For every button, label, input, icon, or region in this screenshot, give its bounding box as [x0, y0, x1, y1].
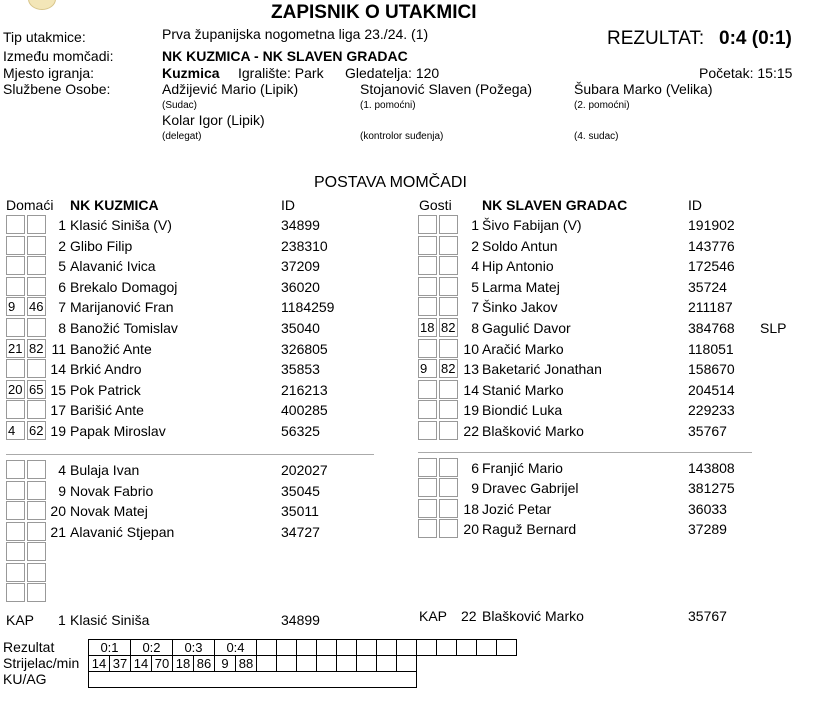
box-min: 82: [439, 318, 458, 337]
player-name: Šivo Fabijan (V): [482, 217, 582, 233]
score-cell: 0:4: [215, 640, 257, 656]
player-name: Banožić Ante: [70, 340, 152, 357]
score-cell: [297, 640, 317, 656]
scorer-cell: [397, 656, 417, 672]
pocetak: Početak: 15:15: [699, 65, 793, 81]
box-in: [418, 236, 437, 255]
player-id: 118051: [688, 340, 734, 357]
player-name: Larma Matej: [482, 278, 560, 295]
kuag-cell: [89, 672, 417, 688]
player-number: 21: [50, 523, 66, 540]
player-name: Aračić Marko: [482, 340, 564, 357]
box-in: [6, 277, 25, 296]
official-name: Stojanović Slaven (Požega): [360, 81, 532, 97]
player-number: 4: [471, 258, 479, 275]
rezultat-row-label: Rezultat: [3, 639, 55, 655]
box-in: [418, 339, 437, 358]
player-id: 56325: [281, 423, 320, 439]
away-kap-number: 22: [461, 608, 477, 624]
home-kap-number: 1: [58, 612, 66, 628]
box-min: [439, 339, 458, 358]
scorer-cell: [317, 656, 337, 672]
box-in: [418, 421, 437, 440]
box-in: [6, 256, 25, 275]
box-min: [27, 318, 46, 337]
player-name: Stanić Marko: [482, 381, 564, 398]
box-min: [439, 277, 458, 296]
box-in: [6, 318, 25, 337]
box-min: 65: [27, 380, 46, 399]
box-min: [439, 519, 458, 538]
box-min: 82: [439, 359, 458, 378]
scorer-cell: 9: [215, 656, 236, 672]
player-number: 9: [471, 480, 479, 497]
player-name: Brkić Andro: [70, 361, 142, 378]
player-name: Papak Miroslav: [70, 423, 166, 439]
player-number: 11: [51, 340, 66, 357]
box-min: [27, 460, 46, 479]
box-in: [6, 501, 25, 520]
score-cell: [417, 640, 437, 656]
away-kap-name: Blašković Marko: [482, 608, 584, 624]
home-side-label: Domaći: [6, 197, 54, 213]
box-in: [6, 481, 25, 500]
score-cell: [357, 640, 377, 656]
box-min: [439, 400, 458, 419]
player-name: Klasić Siniša (V): [70, 217, 172, 233]
home-divider: [6, 454, 374, 455]
player-number: 7: [58, 299, 66, 316]
box-min: [27, 501, 46, 520]
tip-value: Prva županijska nogometna liga 23./24. (1): [162, 26, 429, 42]
home-kap-id: 34899: [281, 612, 320, 628]
player-id: 35767: [688, 423, 727, 439]
box-in: [418, 380, 437, 399]
box-min: 46: [27, 297, 46, 316]
player-id: 36033: [688, 500, 727, 517]
score-cell: [477, 640, 497, 656]
player-id: 211187: [688, 299, 733, 316]
away-kap-label: KAP: [419, 608, 448, 624]
player-id: 37209: [281, 258, 320, 275]
box-in: [6, 542, 25, 561]
gledatelja: Gledatelja: 120: [345, 65, 440, 81]
home-team-name: NK KUZMICA: [70, 197, 159, 213]
igraliste: Igralište: Park: [238, 65, 324, 81]
box-min: [27, 522, 46, 541]
player-name: Blašković Marko: [482, 423, 584, 439]
box-min: [27, 359, 46, 378]
player-id: 202027: [281, 462, 328, 478]
box-in: 21: [6, 339, 25, 358]
player-name: Soldo Antun: [482, 237, 558, 254]
score-cell: [397, 640, 417, 656]
player-number: 4: [58, 462, 66, 478]
player-number: 9: [58, 482, 66, 499]
away-side-label: Gosti: [419, 197, 452, 213]
box-in: [418, 478, 437, 497]
score-cell: [277, 640, 297, 656]
box-in: 9: [6, 297, 25, 316]
box-in: [6, 583, 25, 602]
official-role: (delegat): [162, 131, 202, 142]
player-number: 5: [58, 258, 66, 275]
player-name: Šinko Jakov: [482, 299, 558, 316]
box-min: [27, 256, 46, 275]
box-min: [439, 499, 458, 518]
official-role: (kontrolor suđenja): [360, 131, 444, 142]
box-in: [418, 256, 437, 275]
player-number: 2: [58, 237, 66, 254]
izmedu-label: Između momčadi:: [3, 48, 114, 64]
box-in: 18: [418, 318, 437, 337]
home-kap-name: Klasić Siniša: [70, 612, 150, 628]
player-id: 172546: [688, 258, 735, 275]
player-number: 18: [463, 500, 479, 517]
player-id: 35724: [688, 278, 727, 295]
official-name: Adžijević Mario (Lipik): [162, 81, 299, 97]
player-name: Pok Patrick: [70, 381, 141, 398]
official-role: (Sudac): [162, 100, 198, 111]
scorer-cell: [297, 656, 317, 672]
player-number: 17: [50, 402, 66, 419]
score-cell: [497, 640, 517, 656]
scorer-cell: 14: [131, 656, 152, 672]
player-name: Novak Matej: [70, 503, 148, 519]
player-name: Jozić Petar: [482, 500, 552, 517]
box-in: [418, 519, 437, 538]
box-min: [27, 277, 46, 296]
scorer-cell: [277, 656, 297, 672]
player-id: 229233: [688, 402, 735, 419]
player-name: Marijanović Fran: [70, 299, 174, 316]
player-number: 22: [463, 423, 479, 439]
kuag-row-label: KU/AG: [3, 671, 47, 687]
strijelac-row-label: Strijelac/min: [3, 655, 80, 671]
player-number: 8: [471, 320, 479, 336]
player-id: 216213: [281, 381, 328, 398]
player-id: 326805: [281, 340, 328, 357]
player-id: 238310: [281, 237, 328, 254]
player-name: Hip Antonio: [482, 258, 554, 275]
box-min: [439, 478, 458, 497]
player-id: 35045: [281, 482, 320, 499]
scorer-cell: 14: [89, 656, 110, 672]
player-number: 6: [58, 278, 66, 295]
player-name: Banožić Tomislav: [70, 320, 178, 336]
player-id: 143776: [688, 237, 735, 254]
box-in: [418, 499, 437, 518]
player-id: 381275: [688, 480, 735, 497]
player-name: Alavanić Stjepan: [70, 523, 175, 540]
home-id-label: ID: [281, 197, 295, 213]
score-cell: 0:1: [89, 640, 131, 656]
scorer-cell: 88: [236, 656, 257, 672]
scorer-cell: [337, 656, 357, 672]
player-name: Bulaja Ivan: [70, 462, 140, 478]
player-number: 15: [50, 381, 66, 398]
player-id: 158670: [688, 361, 735, 378]
score-cell: [317, 640, 337, 656]
player-name: Alavanić Ivica: [70, 258, 156, 275]
player-number: 7: [471, 299, 479, 316]
player-name: Franjić Mario: [482, 460, 563, 476]
official-name: Šubara Marko (Velika): [574, 81, 713, 97]
player-name: Baketarić Jonathan: [482, 361, 602, 378]
player-number: 1: [471, 217, 479, 233]
mjesto-label: Mjesto igranja:: [3, 65, 95, 81]
postava-title: POSTAVA MOMČADI: [314, 174, 467, 191]
score-cell: [377, 640, 397, 656]
score-cell: 0:3: [173, 640, 215, 656]
away-divider: [418, 452, 752, 453]
mjesto-place: Kuzmica: [162, 65, 220, 81]
home-kap-label: KAP: [6, 612, 35, 628]
player-id: 191902: [688, 217, 735, 233]
box-in: [6, 359, 25, 378]
away-kap-id: 35767: [688, 608, 727, 624]
scorer-cell: [357, 656, 377, 672]
box-in: [418, 277, 437, 296]
player-id: 37289: [688, 520, 727, 537]
box-min: [27, 563, 46, 582]
box-min: [27, 236, 46, 255]
player-number: 19: [50, 423, 66, 439]
player-number: 2: [471, 237, 479, 254]
player-name: Raguž Bernard: [482, 520, 577, 537]
box-in: [418, 297, 437, 316]
player-number: 10: [463, 340, 479, 357]
score-cell: [457, 640, 477, 656]
box-min: [27, 481, 46, 500]
player-number: 20: [463, 520, 479, 537]
player-number: 14: [50, 361, 66, 378]
sluzbene-label: Službene Osobe:: [3, 81, 111, 97]
box-min: 62: [27, 421, 46, 440]
player-name: Gagulić Davor: [482, 320, 571, 336]
scorer-cell: [377, 656, 397, 672]
box-min: [439, 215, 458, 234]
izmedu-value: NK KUZMICA - NK SLAVEN GRADAC: [162, 48, 408, 64]
scorer-cell: 37: [110, 656, 131, 672]
player-name: Glibo Filip: [70, 237, 133, 254]
player-id: 204514: [688, 381, 735, 398]
scorer-cell: 70: [152, 656, 173, 672]
player-id: 36020: [281, 278, 320, 295]
box-in: [6, 400, 25, 419]
box-min: [27, 400, 46, 419]
box-min: [439, 256, 458, 275]
player-id: 35040: [281, 320, 320, 336]
player-id: 35853: [281, 361, 320, 378]
player-name: Novak Fabrio: [70, 482, 154, 499]
player-id: 400285: [281, 402, 328, 419]
box-in: [6, 460, 25, 479]
box-min: [27, 583, 46, 602]
tip-label: Tip utakmice:: [3, 29, 86, 45]
box-in: [418, 400, 437, 419]
player-name: Barišić Ante: [70, 402, 144, 419]
player-name: Dravec Gabrijel: [482, 480, 579, 497]
scorer-cell: [257, 656, 277, 672]
box-min: [27, 215, 46, 234]
player-number: 1: [58, 217, 66, 233]
box-in: [418, 458, 437, 477]
player-id: 384768: [688, 320, 735, 336]
box-min: [439, 236, 458, 255]
player-number: 14: [463, 381, 479, 398]
score-cell: 0:2: [131, 640, 173, 656]
player-number: 19: [463, 402, 479, 419]
box-min: [439, 458, 458, 477]
official-name: Kolar Igor (Lipik): [162, 112, 265, 128]
box-in: [418, 215, 437, 234]
player-id: 34899: [281, 217, 320, 233]
box-in: 4: [6, 421, 25, 440]
player-number: 6: [471, 460, 479, 476]
player-id: 34727: [281, 523, 320, 540]
player-note: SLP: [760, 320, 787, 336]
score-cell: [337, 640, 357, 656]
score-cell: [437, 640, 457, 656]
player-number: 5: [471, 278, 479, 295]
scorer-cell: 86: [194, 656, 215, 672]
page-title: ZAPISNIK O UTAKMICI: [271, 2, 477, 23]
player-number: 8: [58, 320, 66, 336]
box-in: 9: [418, 359, 437, 378]
box-in: [6, 522, 25, 541]
rezultat-value: 0:4 (0:1): [719, 28, 792, 49]
scorer-cell: 18: [173, 656, 194, 672]
box-min: [439, 421, 458, 440]
box-min: [439, 297, 458, 316]
official-role: (2. pomoćni): [574, 100, 630, 111]
box-min: [27, 542, 46, 561]
league-logo-icon: [28, 0, 56, 10]
box-min: 82: [27, 339, 46, 358]
box-in: [6, 563, 25, 582]
score-cell: [257, 640, 277, 656]
player-id: 1184259: [281, 299, 335, 316]
away-id-label: ID: [688, 197, 702, 213]
box-in: [6, 236, 25, 255]
box-in: [6, 215, 25, 234]
player-name: Biondić Luka: [482, 402, 563, 419]
away-team-name: NK SLAVEN GRADAC: [482, 197, 628, 213]
player-id: 143808: [688, 460, 735, 476]
box-in: 20: [6, 380, 25, 399]
player-id: 35011: [281, 503, 319, 519]
results-table: [88, 639, 517, 688]
player-number: 13: [463, 361, 479, 378]
box-min: [439, 380, 458, 399]
player-number: 20: [50, 503, 66, 519]
rezultat-label: REZULTAT:: [607, 28, 705, 49]
official-role: (1. pomoćni): [360, 100, 416, 111]
official-role: (4. sudac): [574, 131, 619, 142]
player-name: Brekalo Domagoj: [70, 278, 178, 295]
